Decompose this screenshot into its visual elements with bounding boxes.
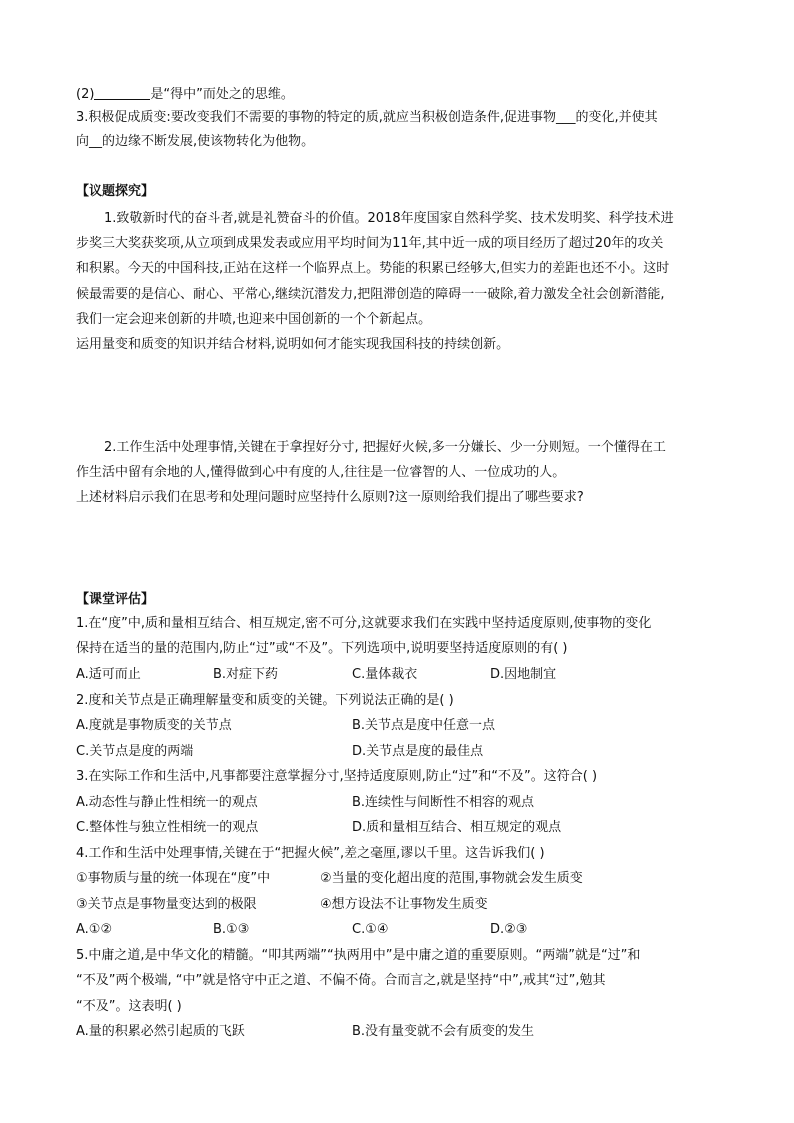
statement-2: ②当量的变化超出度的范围,事物就会发生质变 — [320, 871, 583, 886]
answer-blank[interactable] — [94, 86, 150, 100]
option-d[interactable]: D.因地制宜 — [490, 667, 557, 682]
option-c[interactable]: C.量体裁衣 — [352, 667, 418, 682]
question-text: “不及”。这表明( ) — [76, 999, 182, 1014]
paragraph-line: 作生活中留有余地的人,懂得做到心中有度的人,往往是一位睿智的人、一位成功的人。 — [76, 465, 566, 480]
option-a[interactable]: A.度就是事物质变的关节点 — [76, 718, 232, 733]
option-b[interactable]: B.关节点是度中任意一点 — [352, 718, 496, 733]
option-d[interactable]: D.②③ — [490, 922, 528, 937]
option-b[interactable]: B.①③ — [213, 922, 250, 937]
paragraph-line: 步奖三大奖获奖项,从立项到成果发表或应用平均时间为11年,其中近一成的项目经历了超过20年的攻关 — [76, 236, 664, 251]
option-b[interactable]: B.连续性与间断性不相容的观点 — [352, 795, 535, 810]
question-text: 3.在实际工作和生活中,凡事都要注意掌握分寸,坚持适度原则,防止“过”和“不及”。这符合( ) — [76, 769, 598, 784]
question-text: 4.工作和生活中处理事情,关键在于“把握火候”,差之毫厘,谬以千里。这告诉我们( ) — [76, 846, 545, 861]
section-heading-evaluation: 【课堂评估】 — [76, 592, 155, 607]
question-text: 2.度和关节点是正确理解量变和质变的关键。下列说法正确的是( ) — [76, 693, 454, 708]
question-prompt: 运用量变和质变的知识并结合材料,说明如何才能实现我国科技的持续创新。 — [76, 337, 510, 352]
option-d[interactable]: D.关节点是度的最佳点 — [352, 744, 484, 759]
paragraph-line: 候最需要的是信心、耐心、平常心,继续沉潜发力,把阻滞创造的障碍一一破除,着力激发全社会创新潜能, — [76, 287, 665, 302]
option-c[interactable]: C.①④ — [352, 922, 389, 937]
paragraph-line: 3.积极促成质变:要改变我们不需要的事物的特定的质,就应当积极创造条件,促进事物___的变化,并使其 — [76, 110, 658, 125]
option-a[interactable]: A.动态性与静止性相统一的观点 — [76, 795, 258, 810]
statement-3: ③关节点是事物量变达到的极限 — [76, 897, 257, 912]
statement-1: ①事物质与量的统一体现在“度”中 — [76, 871, 271, 886]
section-heading-explore: 【议题探究】 — [76, 184, 155, 199]
option-a[interactable]: A.适可而止 — [76, 667, 141, 682]
option-c[interactable]: C.关节点是度的两端 — [76, 744, 194, 759]
question-prompt: 上述材料启示我们在思考和处理问题时应坚持什么原则?这一原则给我们提出了哪些要求? — [76, 490, 584, 505]
paragraph-line: 我们一定会迎来创新的井喷,也迎来中国创新的一个个新起点。 — [76, 312, 432, 327]
question-text: 保持在适当的量的范围内,防止“过”或“不及”。下列选项中,说明要坚持适度原则的有( ) — [76, 641, 568, 656]
fill-in-line-2 — [76, 86, 726, 104]
question-text: “不及”两个极端, “中”就是恪守中正之道、不偏不倚。合而言之,就是坚持“中”,戒其“过”,勉其 — [76, 973, 606, 988]
paragraph-line: 向__的边缘不断发展,使该物转化为他物。 — [76, 134, 315, 149]
option-b[interactable]: B.没有量变就不会有质变的发生 — [352, 1024, 535, 1039]
paragraph-line: 2.工作生活中处理事情,关键在于拿捏好分寸, 把握好火候,多一分嫌长、少一分则短。一个懂得在工 — [104, 440, 666, 455]
question-text: 1.在“度”中,质和量相互结合、相互规定,密不可分,这就要求我们在实践中坚持适度原则,使事物的变化 — [76, 616, 652, 631]
option-c[interactable]: C.整体性与独立性相统一的观点 — [76, 820, 259, 835]
paragraph-line: 1.致敬新时代的奋斗者,就是礼赞奋斗的价值。2018年度国家自然科学奖、技术发明奖、科学技术进 — [104, 211, 674, 226]
option-b[interactable]: B.对症下药 — [213, 667, 279, 682]
option-a[interactable]: A.量的积累必然引起质的飞跃 — [76, 1024, 245, 1039]
item-text: 是“得中”而处之的思维。 — [150, 87, 294, 102]
paragraph-line: 和积累。今天的中国科技,正站在这样一个临界点上。势能的积累已经够大,但实力的差距也还不小。这时 — [76, 261, 670, 276]
question-text: 5.中庸之道,是中华文化的精髓。“叩其两端”“执两用中”是中庸之道的重要原则。“两端”就是“过”和 — [76, 948, 641, 963]
statement-4: ④想方设法不让事物发生质变 — [320, 897, 488, 912]
option-a[interactable]: A.①② — [76, 922, 113, 937]
option-d[interactable]: D.质和量相互结合、相互规定的观点 — [352, 820, 562, 835]
item-number: (2) — [76, 87, 95, 102]
